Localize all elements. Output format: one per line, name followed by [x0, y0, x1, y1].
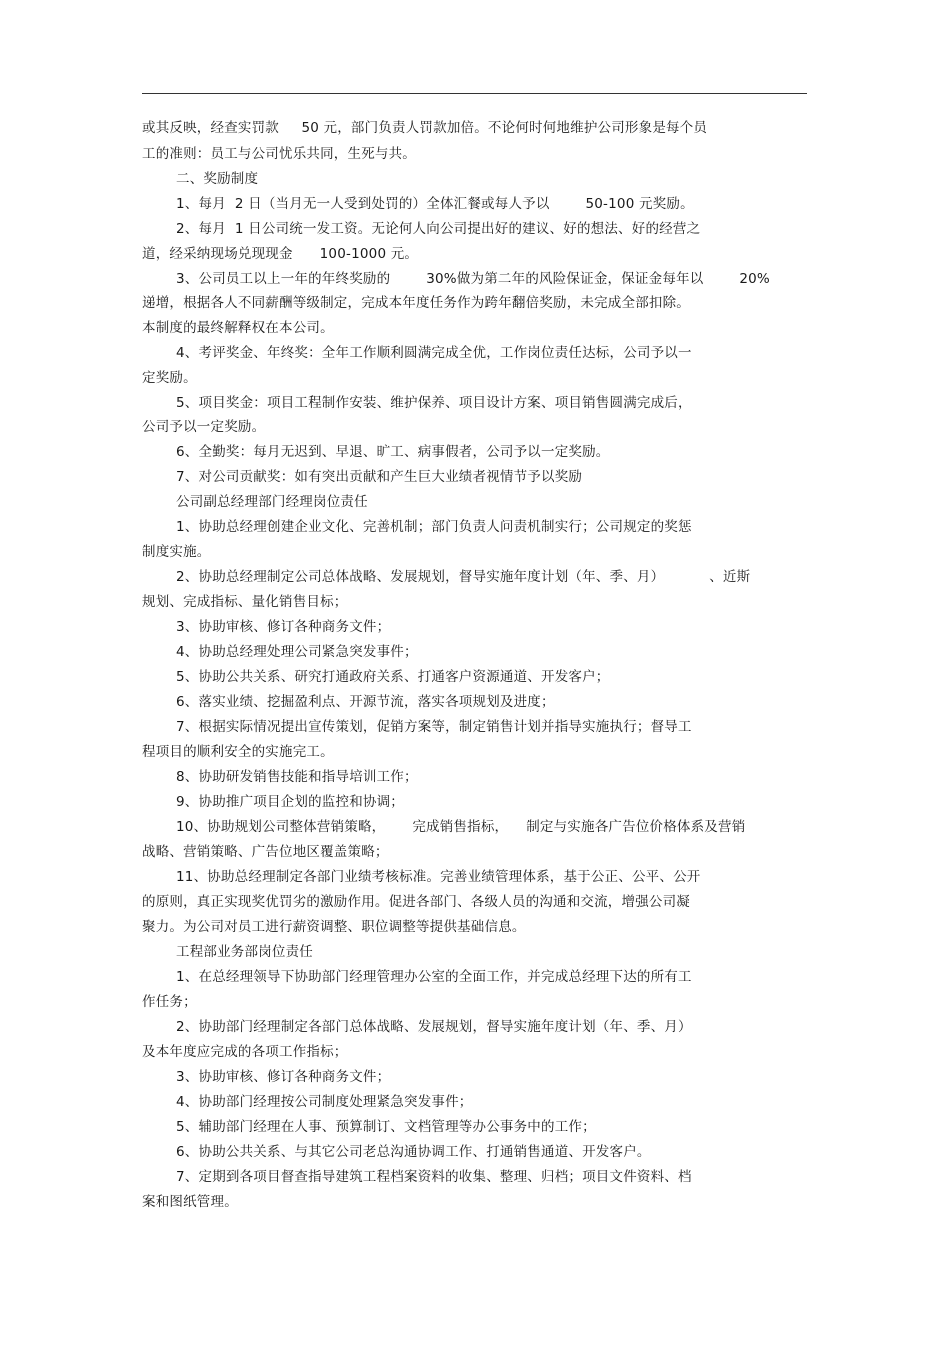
text-line: 聚力。为公司对员工进行薪资调整、职位调整等提供基础信息。: [142, 919, 526, 935]
text-line: 制度实施。: [142, 544, 211, 560]
text-line: 1、在总经理领导下协助部门经理管理办公室的全面工作，并完成总经理下达的所有工: [176, 969, 692, 985]
text-line: 2、协助总经理制定公司总体战略、发展规划，督导实施年度计划（年、季、月） 、近斯: [176, 569, 751, 585]
text-line: 规划、完成指标、量化销售目标；: [142, 594, 348, 610]
text-line: 的原则，真正实现奖优罚劣的激励作用。促进各部门、各级人员的沟通和交流，增强公司凝: [142, 894, 690, 910]
section-heading: 二、奖励制度: [176, 171, 259, 187]
section-heading: 工程部业务部岗位责任: [176, 944, 313, 960]
text-line: 5、协助公共关系、研究打通政府关系、打通客户资源通道、开发客户；: [176, 669, 610, 685]
text-line: 本制度的最终解释权在本公司。: [142, 320, 334, 336]
text-line: 7、根据实际情况提出宣传策划，促销方案等，制定销售计划并指导实施执行；督导工: [176, 719, 692, 735]
text-line: 作任务；: [142, 994, 197, 1010]
text-line: 战略、营销策略、广告位地区覆盖策略；: [142, 844, 389, 860]
text-line: 5、辅助部门经理在人事、预算制订、文档管理等办公事务中的工作；: [176, 1119, 596, 1135]
text-line: 5、项目奖金：项目工程制作安装、维护保养、项目设计方案、项目销售圆满完成后，: [176, 395, 692, 411]
text-line: 程项目的顺利安全的实施完工。: [142, 744, 334, 760]
text-line: 定奖励。: [142, 370, 197, 386]
text-line: 7、定期到各项目督查指导建筑工程档案资料的收集、整理、归档；项目文件资料、档: [176, 1169, 692, 1185]
text-line: 4、协助部门经理按公司制度处理紧急突发事件；: [176, 1094, 473, 1110]
text-line: 7、对公司贡献奖：如有突出贡献和产生巨大业绩者视情节予以奖励: [176, 469, 583, 485]
text-line: 3、协助审核、修订各种商务文件；: [176, 619, 391, 635]
text-line: 8、协助研发销售技能和指导培训工作；: [176, 769, 418, 785]
text-line: 4、考评奖金、年终奖：全年工作顺利圆满完成全优，工作岗位责任达标，公司予以一: [176, 345, 692, 361]
text-line: 递增，根据各人不同薪酬等级制定，完成本年度任务作为跨年翻倍奖励，未完成全部扣除。: [142, 295, 690, 311]
text-line: 1、每月 2 日（当月无一人受到处罚的）全体汇餐或每人予以 50-100 元奖励。: [176, 196, 694, 212]
text-line: 6、落实业绩、挖掘盈利点、开源节流，落实各项规划及进度；: [176, 694, 555, 710]
text-line: 道，经采纳现场兑现现金 100-1000 元。: [142, 246, 419, 262]
text-line: 10、协助规划公司整体营销策略， 完成销售指标， 制定与实施各广告位价格体系及营销: [176, 819, 746, 835]
text-line: 公司予以一定奖励。: [142, 419, 266, 435]
text-line: 工的准则：员工与公司忧乐共同，生死与共。: [142, 146, 416, 162]
text-line: 2、每月 1 日公司统一发工资。无论何人向公司提出好的建议、好的想法、好的经营之: [176, 221, 701, 237]
text-line: 6、全勤奖：每月无迟到、早退、旷工、病事假者，公司予以一定奖励。: [176, 444, 610, 460]
text-line: 1、协助总经理创建企业文化、完善机制；部门负责人问责机制实行；公司规定的奖惩: [176, 519, 692, 535]
text-line: 11、协助总经理制定各部门业绩考核标准。完善业绩管理体系，基于公正、公平、公开: [176, 869, 701, 885]
text-line: 6、协助公共关系、与其它公司老总沟通协调工作、打通销售通道、开发客户。: [176, 1144, 651, 1160]
text-line: 3、协助审核、修订各种商务文件；: [176, 1069, 391, 1085]
text-line: 9、协助推广项目企划的监控和协调；: [176, 794, 404, 810]
text-line: 及本年度应完成的各项工作指标；: [142, 1044, 348, 1060]
text-line: 2、协助部门经理制定各部门总体战略、发展规划，督导实施年度计划（年、季、月）: [176, 1019, 692, 1035]
text-line: 或其反映，经查实罚款 50 元，部门负责人罚款加倍。不论何时何地维护公司形象是每个员: [142, 120, 708, 136]
section-heading: 公司副总经理部门经理岗位责任: [176, 494, 368, 510]
text-line: 3、公司员工以上一年的年终奖励的 30%做为第二年的风险保证金，保证金每年以 20%: [176, 271, 770, 287]
text-line: 4、协助总经理处理公司紧急突发事件；: [176, 644, 418, 660]
text-line: 案和图纸管理。: [142, 1194, 238, 1210]
